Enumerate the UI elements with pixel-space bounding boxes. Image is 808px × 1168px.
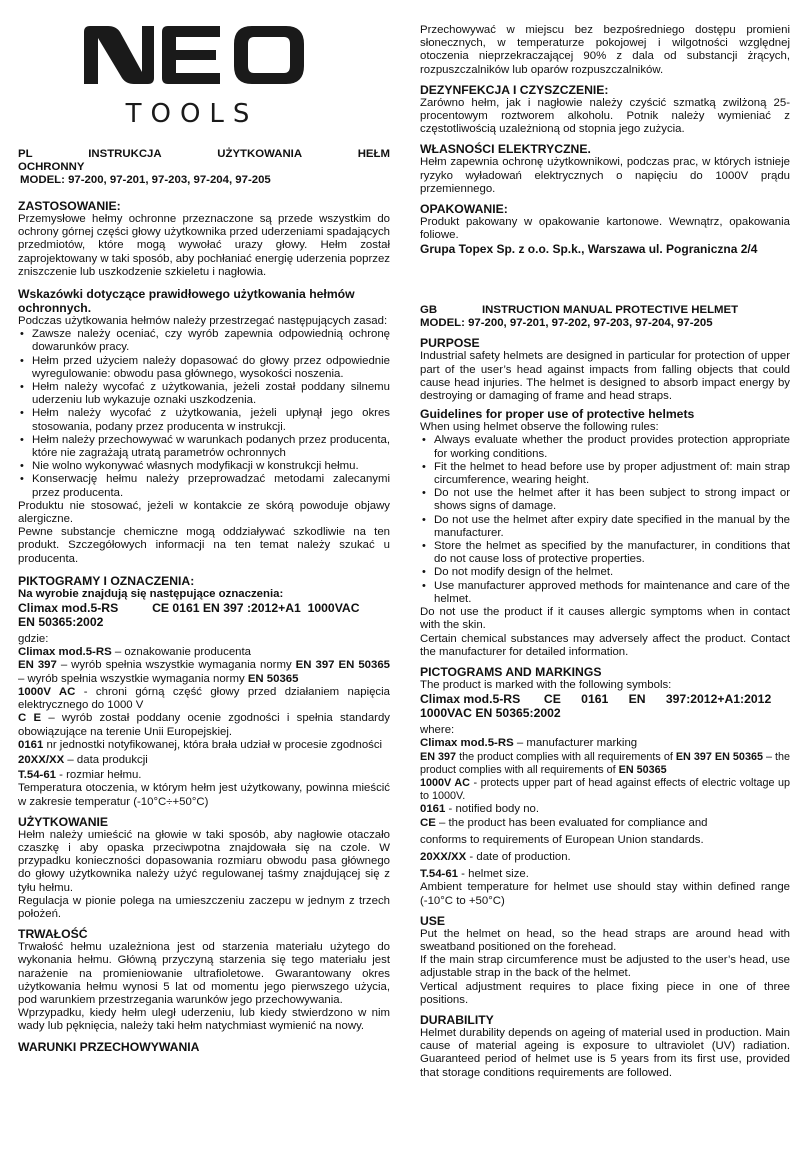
pl-mark-vac [18, 686, 390, 712]
pl-mark-en397 [18, 659, 390, 685]
pl-chem-note: Pewne substancje chemiczne mogą oddziaływać szkodliwie na ten produkt. Szczegółowych informacji na ten temat należy szukać u producenta. [18, 526, 390, 565]
pl-models: MODEL: 97-200, 97-201, 97-203, 97-204, 97-205 [20, 174, 271, 186]
pl-marking-line2: EN 50365:2002 [18, 615, 104, 630]
mark-desc: – the product has been evaluated for compliance and [435, 816, 708, 829]
list-item: • Zawsze należy oceniać, czy wyrób zapewnia odpowiednią ochronę dowarunków pracy. [32, 328, 390, 354]
gb-mark-ce [420, 817, 790, 830]
list-item: • Store the helmet as specified by the manufacturer, in conditions that do not cause loss of protective properties. [434, 540, 790, 566]
mark-desc: – manufacturer marking [513, 737, 638, 750]
list-item: • Hełm należy przechowywać w warunkach podanych przez producenta, które nie zagrażają utratą parametrów ochronnych [32, 434, 390, 460]
pl-use-text2: Regulacja w pionie polega na umieszczeniu zaczepu w jednym z trzech położeń. [18, 894, 390, 920]
pl-allergy-note: Produktu nie stosować, jeżeli w kontakcie ze skórą powoduje objawy alergiczne. [18, 499, 390, 526]
pl-title-word: HEŁM [357, 148, 390, 160]
pl-purpose-text: Przemysłowe hełmy ochronne przeznaczone są przede wszystkim do ochrony górnej części głowy użytkownika przed uderzeniami spadających przedmiotów, które mogą wywołać urazy głowy. Hełm został zaprojektowany w taki sposób, aby pochłaniać energię uderzenia poprzez zniszczenie lub uszkodzenie szkieletu i nagłowia. [18, 213, 390, 278]
gb-picto-heading: PICTOGRAMS AND MARKINGS [420, 664, 602, 679]
gb-mark-size [420, 868, 790, 881]
pl-packaging-heading: OPAKOWANIE: [420, 202, 508, 217]
mark-code: EN 397 [420, 750, 457, 763]
gb-section [420, 304, 790, 1079]
mark-code: 0161 [420, 803, 446, 816]
gb-guide-list [420, 434, 790, 606]
mark-code: 1000V AC [420, 776, 470, 789]
mark-code: 1000V AC [18, 685, 76, 698]
pl-title-lang: PL [18, 148, 33, 160]
mark-code: EN 397 [18, 659, 57, 672]
pl-clean-text: Zarówno hełm, jak i nagłowie należy czyścić szmatką zwilżoną 25-procentowym roztworem alkoholu. Potnik należy wymieniać z częstotliwością uzależnioną od stopnia jego zużycia. [420, 96, 790, 136]
gb-where: where: [420, 724, 455, 737]
pl-storage-heading: WARUNKI PRZECHOWYWANIA [18, 1039, 200, 1054]
pl-storage-text: Przechowywać w miejscu bez bezpośredniego dostępu promieni słonecznych, w temperaturze pokojowej i wilgotności względnej otoczenia nieprzekraczającej 90% z dala od substancji żrących, rozpuszczalników lub oparów rozpuszczalników. [420, 24, 790, 76]
gb-use-text3: Vertical adjustment requires to place fixing piece in one of three positions. [420, 980, 790, 1006]
mark-code: EN 397 EN 50365 [675, 750, 763, 763]
list-item: • Use manufacturer approved methods for maintenance and care of the helmet. [434, 580, 790, 606]
pl-clean-heading: DEZYNFEKCJA I CZYSZCZENIE: [420, 82, 609, 97]
list-item: • Hełm należy wycofać z użytkowania, jeżeli upłynął jego okres stosowania, podany przez producenta w instrukcji. [32, 407, 390, 433]
mark-desc: – the product complies with all requirements of [420, 750, 791, 776]
mark-desc: - notified body no. [445, 803, 540, 816]
mark-code: EN 397 EN 50365 [295, 659, 391, 672]
list-item: • Hełm przed użyciem należy dopasować do głowy przez odpowiednie wyregulowanie: obwodu pasa głównego, wysokości noszenia. [32, 355, 390, 381]
pl-where: gdzie: [18, 633, 49, 646]
pl-guide-list [18, 328, 390, 500]
mark-desc: - date of production. [466, 850, 571, 863]
gb-mark-en397 [420, 751, 790, 777]
polish-section [18, 0, 390, 1054]
mark-desc: – data produkcji [64, 753, 148, 766]
pl-mark-ce [18, 712, 390, 738]
pl-title-word: UŻYTKOWANIA [217, 148, 303, 160]
mark-code: T.54-61 [18, 769, 56, 782]
mark-code: EN 50365 [618, 763, 667, 776]
mark-desc: the product complies with all requirements of [456, 750, 676, 763]
mark-code: Climax mod.5-RS [18, 646, 112, 659]
mark-desc: – wyrób spełnia wszystkie wymagania normy [56, 659, 296, 672]
pl-electric-text: Hełm zapewnia ochronę użytkownikowi, podczas prac, w których istnieje ryzyko wyładowań elektrycznych o napięciu do 1000V prądu przemiennego. [420, 156, 790, 195]
pl-mark-size [18, 769, 390, 782]
mark-code: T.54-61 [420, 868, 458, 881]
gb-durability-heading: DURABILITY [420, 1012, 494, 1027]
pl-title-cont: OCHRONNY [18, 161, 85, 173]
gb-mark-ce-cont: conforms to requirements of European Union standards. [420, 833, 704, 846]
mark-desc: – oznakowanie producenta [111, 646, 252, 659]
list-item: • Do not modify design of the helmet. [434, 566, 790, 579]
gb-allergy-note: Do not use the product if it causes allergic symptoms when in contact with the skin. [420, 606, 790, 632]
list-item: • Konserwację hełmu należy przeprowadzać metodami zalecanymi przez producenta. [32, 473, 390, 499]
gb-models: MODEL: 97-200, 97-201, 97-202, 97-203, 97-204, 97-205 [420, 317, 713, 330]
pl-marking-line1: Climax mod.5-RS CE 0161 EN 397 :2012+A1 1000VAC [18, 601, 360, 616]
mark-code: CE [420, 816, 436, 829]
list-item: • Do not use the helmet after it has been subject to strong impact or shows signs of damage. [434, 487, 790, 513]
pl-guide-heading: Wskazówki dotyczące prawidłowego użytkowania hełmów ochronnych. [18, 287, 355, 316]
mark-code: EN 50365 [247, 672, 299, 685]
mark-desc: - helmet size. [458, 868, 529, 881]
list-item: • Fit the helmet to head before use by proper adjustment of: main strap circumference, wearing height. [434, 461, 790, 487]
pl-durability-text: Trwałość hełmu uzależniona jest od starzenia materiału użytego do wykonania hełmu. Główną przyczyną starzenia się tego materiału jest narażenie na promieniowanie ultrafioletowe. Gwarantowany okres użytkowania hełmu wynosi 5 lat od momentu jego pierwszego użycia, pod warunkiem przestrzegania warunków jego przechowywania. [18, 941, 390, 1006]
pl-mark-producer [18, 646, 390, 659]
gb-mark-producer [420, 737, 790, 750]
gb-mark-date [420, 851, 790, 864]
mark-desc: nr jednostki notyfikowanej, która brała udział w procesie zgodności [43, 738, 383, 751]
gb-purpose-text: Industrial safety helmets are designed in particular for protection of upper part of the user’s head against impacts from falling objects that could cause head injuries. The helmet is designed to absorb impact energy by destroying or damaging of frame and head straps. [420, 350, 790, 403]
mark-desc: - protects upper part of head against effects of electric voltage up to 1000V. [420, 776, 790, 803]
gb-title-text: INSTRUCTION MANUAL PROTECTIVE HELMET [482, 304, 739, 317]
pl-title [18, 148, 390, 161]
mark-code: C E [18, 712, 42, 725]
neo-tools-logo [18, 0, 390, 136]
mark-desc: - rozmiar hełmu. [56, 769, 142, 782]
mark-code: 20XX/XX [18, 753, 65, 766]
right-column [420, 0, 790, 1080]
gb-use-text2: If the main strap circumference must be adjusted to the user’s head, use adjustable strap in the back of the helmet. [420, 954, 790, 980]
list-item: • Do not use the helmet after expiry date specified in the manual by the manufacturer. [434, 514, 790, 540]
gb-marking-line1: Climax mod.5-RS CE 0161 EN 397:2012+A1:2012 [420, 692, 772, 707]
pl-picto-sub: Na wyrobie znajdują się następujące oznaczenia: [18, 587, 284, 600]
gb-marking-line2: 1000VAC EN 50365:2002 [420, 706, 561, 721]
gb-use-heading: USE [420, 913, 446, 928]
gb-guide-heading: Guidelines for proper use of protective helmets [420, 407, 695, 422]
mark-code: 20XX/XX [420, 850, 467, 863]
logo-tools-text: TOOLS [125, 99, 259, 129]
pl-guide-intro: Podczas użytkowania hełmów należy przestrzegać następujących zasad: [18, 315, 388, 328]
gb-use-text: Put the helmet on head, so the head straps are around head with sweatband positioned on the forehead. [420, 927, 790, 953]
pl-mark-temp: Temperatura otoczenia, w którym hełm jest użytkowany, powinna mieścić w zakresie temperatur (-10°C÷+50°C) [18, 782, 390, 808]
pl-use-text: Hełm należy umieścić na głowie w taki sposób, aby nagłowie otaczało czaszkę i aby opaska przeciwpotna znajdowała się na czole. W przypadku konieczności dopasowania rozmiaru obwodu pasa głównego do głowy użytkownika należy użyć regulowanej taśmy znajdującej się z tyłu hełmu. [18, 828, 390, 894]
pl-mark-0161 [18, 739, 390, 752]
list-item: • Always evaluate whether the product provides protection appropriate for working conditions. [434, 434, 790, 460]
pl-title-word: INSTRUKCJA [88, 148, 162, 160]
gb-mark-vac [420, 777, 790, 803]
pl-electric-heading: WŁASNOŚCI ELEKTRYCZNE. [420, 142, 591, 157]
pl-mark-date [18, 754, 390, 767]
gb-title-lang: GB [420, 304, 438, 317]
mark-desc: - chroni górną część głowy przed działaniem napięcia elektrycznego do 1000 V [18, 685, 390, 712]
gb-picto-sub: The product is marked with the following symbols: [420, 678, 672, 691]
pl-picto-heading: PIKTOGRAMY I OZNACZENIA: [18, 573, 195, 588]
list-item: • Hełm należy wycofać z użytkowania, jeżeli został poddany silnemu uderzeniu lub wykazuje oznaki uszkodzenia. [32, 381, 390, 407]
pl-durability-heading: TRWAŁOŚĆ [18, 927, 88, 942]
gb-purpose-heading: PURPOSE [420, 336, 480, 351]
pl-company: Grupa Topex Sp. z o.o. Sp.k., Warszawa ul. Pograniczna 2/4 [420, 242, 758, 257]
gb-mark-temp: Ambient temperature for helmet use should stay within defined range (-10°C to +50°C) [420, 881, 790, 907]
pl-durability-text2: Wprzypadku, kiedy hełm uległ uderzeniu, lub kiedy stwierdzono w nim wady lub pęknięcia, należy taki hełm natychmiast wymienić na nowy. [18, 1007, 390, 1033]
gb-guide-intro: When using helmet observe the following rules: [420, 421, 659, 434]
gb-durability-text: Helmet durability depends on ageing of material used in production. Main cause of material ageing is exposure to ultraviolet (UV) radiation. Guaranteed period of helmet use is 5 years from its first use, provided that storage conditions requirements are followed. [420, 1026, 790, 1079]
gb-chem-note: Certain chemical substances may adversely affect the product. Contact the manufacturer for detailed information. [420, 632, 790, 658]
gb-mark-0161 [420, 803, 790, 816]
pl-purpose-heading: ZASTOSOWANIE: [18, 199, 121, 213]
mark-desc: – wyrób spełnia wszystkie wymagania normy [18, 672, 248, 685]
gb-title [420, 304, 790, 317]
pl-use-heading: UŻYTKOWANIE [18, 814, 109, 829]
mark-code: Climax mod.5-RS [420, 737, 514, 750]
list-item: • Nie wolno wykonywać własnych modyfikacji w konstrukcji hełmu. [32, 460, 390, 473]
mark-code: 0161 [18, 738, 44, 751]
mark-desc: – wyrób został poddany ocenie zgodności i spełnia standardy obowiązujące na terenie Unii Europejskiej. [18, 712, 390, 738]
logo-graphic [80, 22, 308, 130]
pl-packaging-text: Produkt pakowany w opakowanie kartonowe. Wewnątrz, opakowania foliowe. [420, 216, 790, 242]
